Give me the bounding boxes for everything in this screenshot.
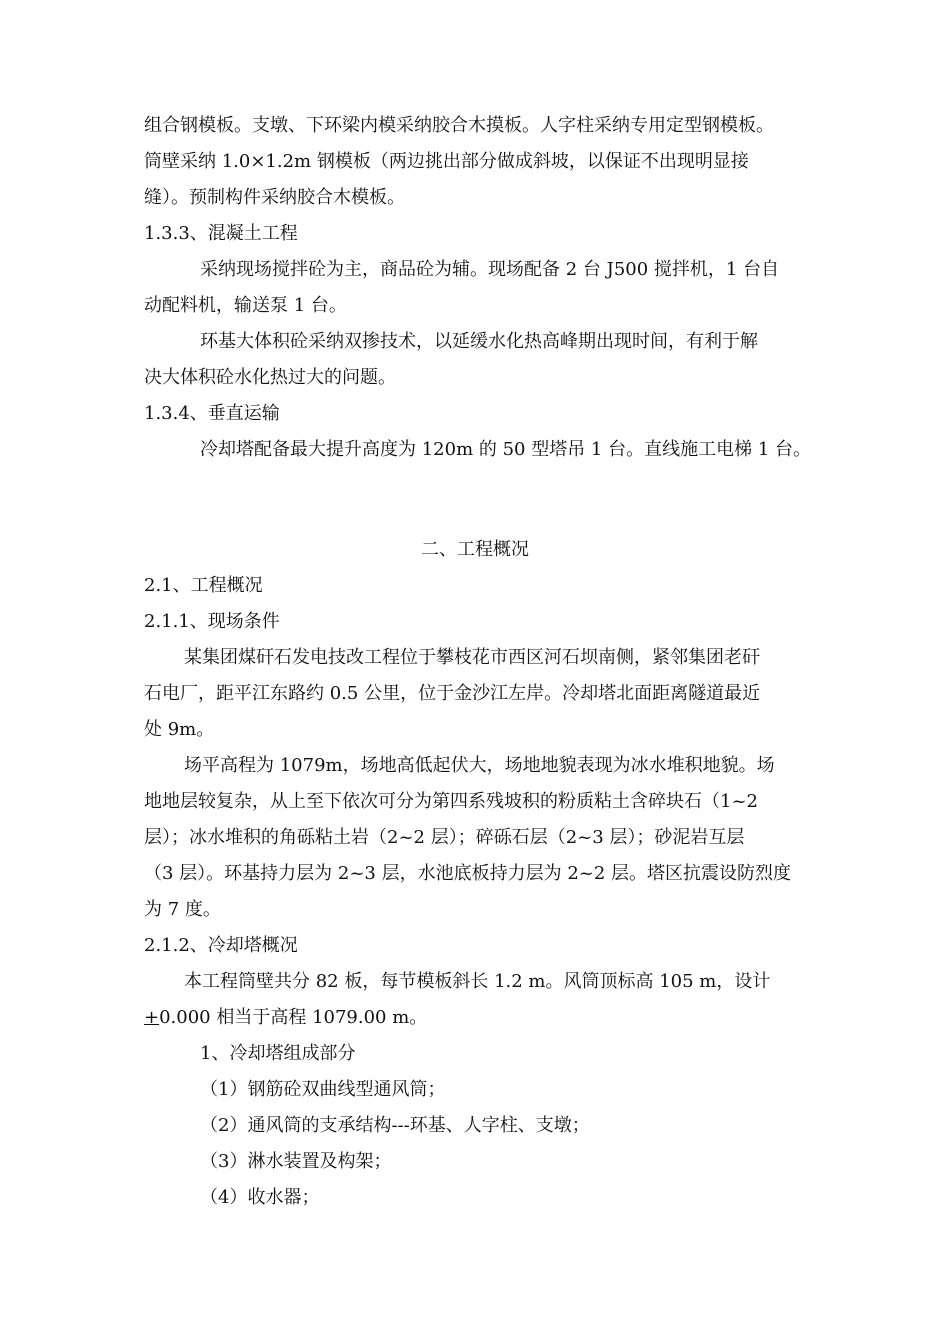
- list-item: （4）收水器；: [200, 1187, 320, 1208]
- list-item: （3）淋水装置及构架；: [200, 1151, 392, 1172]
- list-title: 1、冷却塔组成部分: [200, 1043, 356, 1064]
- section-heading-2-1: 2.1、工程概况: [144, 575, 263, 596]
- subsection-heading-2-1-2: 2.1.2、冷却塔概况: [144, 935, 298, 956]
- paragraph-line: 某集团煤矸石发电技改工程位于攀枝花市西区河石坝南侧，紧邻集团老矸: [184, 647, 760, 668]
- plus-minus-sign: +: [144, 1007, 160, 1028]
- paragraph-line: 处 9m。: [144, 719, 215, 740]
- paragraph-line: 冷却塔配备最大提升高度为 120m 的 50 型塔吊 1 台。直线施工电梯 1 台。: [200, 439, 812, 460]
- paragraph-line: 本工程筒壁共分 82 板，每节模板斜长 1.2 m。风筒顶标高 105 m，设计: [184, 971, 771, 992]
- paragraph-line: 为 7 度。: [144, 899, 221, 920]
- list-item: （1）钢筋砼双曲线型通风筒；: [200, 1079, 446, 1100]
- paragraph-line: （3 层）。环基持力层为 2~3 层，水池底板持力层为 2~2 层。塔区抗震设防烈度: [144, 863, 792, 884]
- paragraph-line: 层）；冰水堆积的角砾粘土岩（2~2 层）；碎砾石层（2~3 层）；砂泥岩互层: [144, 827, 745, 848]
- elevation-text: 0.000 相当于高程 1079.00 m。: [159, 1007, 428, 1028]
- paragraph-line: 场平高程为 1079m，场地高低起伏大，场地地貌表现为冰水堆积地貌。场: [184, 755, 775, 776]
- section-title: 二、工程概况: [421, 539, 529, 560]
- paragraph-line: 石电厂，距平江东路约 0.5 公里，位于金沙江左岸。冷却塔北面距离隧道最近: [144, 683, 761, 704]
- subsection-heading-1-3-3: 1.3.3、混凝土工程: [144, 223, 298, 244]
- paragraph-line: 动配料机，输送泵 1 台。: [144, 295, 347, 316]
- paragraph-line: 组合钢模板。支墩、下环梁内模采纳胶合木摸板。人字柱采纳专用定型钢模板。: [144, 115, 774, 136]
- paragraph-line: 采纳现场搅拌砼为主，商品砼为辅。现场配备 2 台 J500 搅拌机，1 台自: [200, 259, 780, 280]
- paragraph-line: 缝）。预制构件采纳胶合木模板。: [144, 187, 405, 208]
- subsection-heading-1-3-4: 1.3.4、垂直运输: [144, 403, 280, 424]
- subsection-heading-2-1-1: 2.1.1、现场条件: [144, 611, 280, 632]
- paragraph-line: [144, 1001, 427, 1035]
- paragraph-line: 地地层较复杂，从上至下依次可分为第四系残坡积的粉质粘土含碎块石（1~2: [144, 791, 758, 812]
- paragraph-line: 环基大体积砼采纳双掺技术，以延缓水化热高峰期出现时间，有利于解: [200, 331, 758, 352]
- paragraph-line: 筒壁采纳 1.0×1.2m 钢模板（两边挑出部分做成斜坡，以保证不出现明显接: [144, 151, 749, 172]
- paragraph-line: 决大体积砼水化热过大的问题。: [144, 367, 396, 388]
- list-item: （2）通风筒的支承结构---环基、人字柱、支墩；: [200, 1115, 590, 1136]
